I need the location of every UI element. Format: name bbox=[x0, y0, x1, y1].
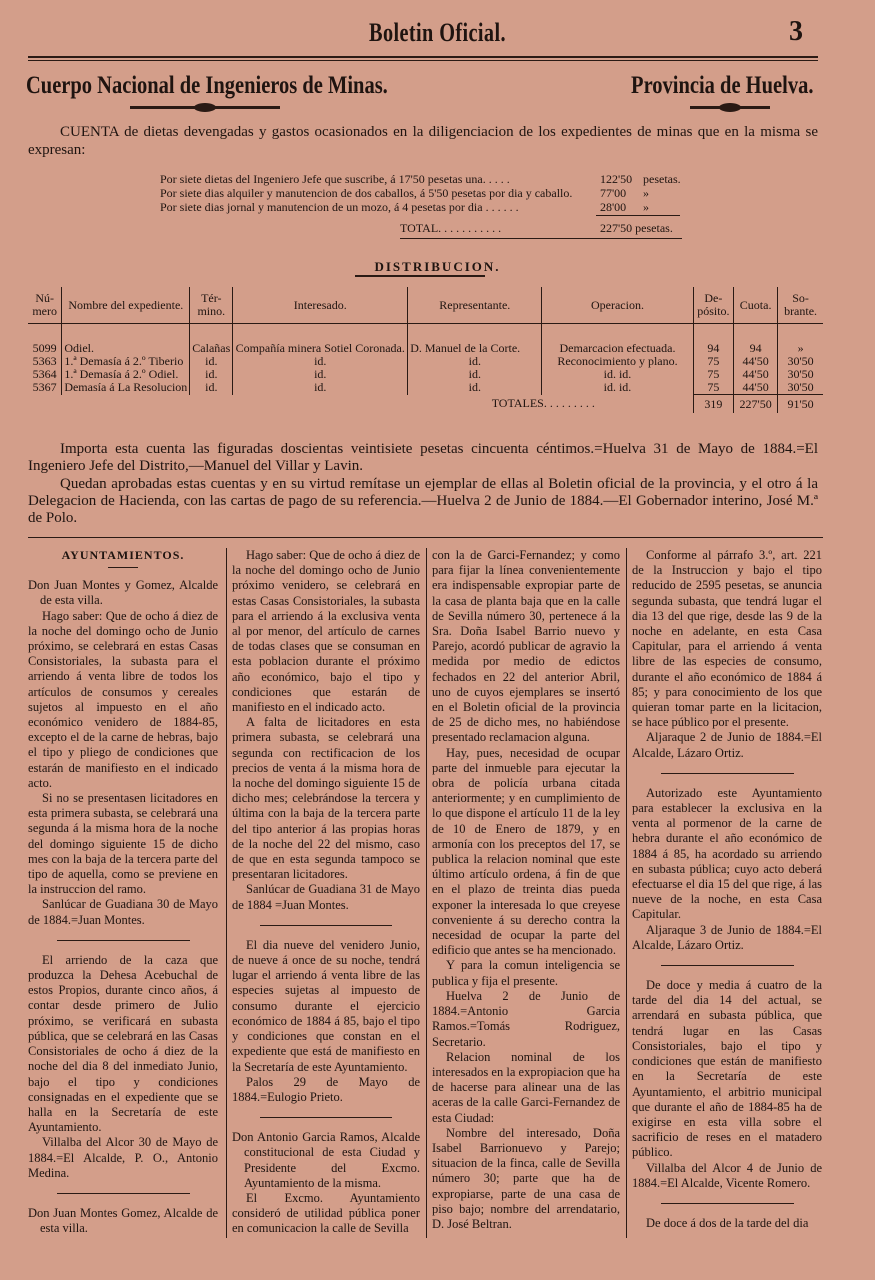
cell-interested: id. bbox=[233, 381, 408, 395]
col-header-operation: Operacion. bbox=[542, 287, 693, 324]
totals-row bbox=[28, 395, 823, 414]
cell-deposit: 75 bbox=[693, 355, 734, 368]
column-divider bbox=[626, 548, 627, 1238]
expense-line bbox=[160, 186, 690, 201]
notice-signature: Huelva 2 de Junio de 1884.=Antonio Garcia Ramos.=Tomás Rodriguez, Secretario. bbox=[432, 988, 620, 1049]
col-header-deposit: De-pósito. bbox=[693, 287, 734, 324]
page-number: 3 bbox=[789, 16, 803, 47]
cell-term: id. bbox=[190, 368, 233, 381]
total-rule bbox=[596, 215, 680, 216]
cell-representative: id. bbox=[408, 381, 542, 395]
notice-body: Conforme al párrafo 3.º, art. 221 de la Instruccion y bajo el tipo reducido de 2595 pesetas, se anuncia segunda subasta, que tendrá lugar el dia 13 del que rige, desde las 9 de la noche en adelante, en esta Casa Capitular, para el arriendo á venta libre de las especies de consumo, durante el año económico de 1884 á 85; y para conocimiento de los que quieran tomar parte en la licitacion, se hace público por el presente. bbox=[632, 548, 822, 730]
notice-body: Hay, pues, necesidad de ocupar parte del inmueble para ejecutar la obra de policía urbana citada anteriormente; y en cumplimiento de lo que dispone el artículo 11 de la ley de 10 de Enero de 1879, y en armonía con los preceptos del 17, se publica la relacion nominal que este último artículo ordena, á fin de que en el plazo de treinta dias pueda exponer la interesada lo que creyese conveniente á su derecho contra la necesidad de ocupar la parte del edificio que antes se ha mencionado. bbox=[432, 745, 620, 958]
notice-body: De doce y media á cuatro de la tarde del dia 14 del actual, se arrendará en subasta pública, que tendrá lugar en las Casas Consistoriales, bajo el tipo y condiciones que están de manifiesto en la Secretaría de este Ayuntamiento, el arbitrio municipal que durante el año de 1884-85 ha de exigirse en esta villa sobre el sacrificio de reses en el matadero público. bbox=[632, 978, 822, 1160]
separator bbox=[57, 940, 190, 941]
cell-number: 5363 bbox=[32, 354, 57, 368]
notice-body: De doce á dos de la tarde del dia bbox=[646, 1215, 809, 1230]
cell-deposit: 94 bbox=[693, 342, 734, 355]
cell-term: id. bbox=[190, 355, 233, 368]
expense-line bbox=[160, 172, 690, 187]
notice-signature: Villalba del Alcor 4 de Junio de 1884.=El Alcalde, Vicente Romero. bbox=[632, 1160, 822, 1190]
cell-number: 5364 bbox=[32, 367, 57, 381]
notice-signature: Sanlúcar de Guadiana 31 de Mayo de 1884 =Juan Montes. bbox=[232, 882, 420, 912]
col-header-number: Nú-mero bbox=[28, 287, 62, 324]
expense-unit: » bbox=[643, 200, 649, 214]
expense-amount: 28'00 bbox=[600, 200, 627, 214]
col-header-representative: Representante. bbox=[408, 287, 542, 324]
section-title-right: Provincia de Huelva. bbox=[630, 72, 813, 99]
notice-heading: Don Antonio Garcia Ramos, Alcalde constitucional de esta Ciudad y Presidente del Excmo. Ayuntamiento de la misma. bbox=[232, 1130, 420, 1190]
notice-body: El Excmo. Ayuntamiento consideró de utilidad pública poner en comunicacion la calle de Sevilla bbox=[232, 1190, 420, 1236]
column-4 bbox=[632, 548, 822, 1231]
cell-file-name: 1.ª Demasía á 2.º Odiel. bbox=[62, 368, 190, 381]
total-deposit: 319 bbox=[693, 395, 734, 414]
col-header-interested: Interesado. bbox=[233, 287, 408, 324]
column-divider bbox=[426, 548, 427, 1238]
separator bbox=[260, 1117, 392, 1118]
notice-body: Si no se presentasen licitadores en esta primera subasta, se celebrará una segunda á la misma hora de la noche del domingo siguiente 15 de dicho mes con la baja de la tercera parte del tipo de aquella, como se previene en la instruccion del ramo. bbox=[28, 791, 218, 897]
section-heading: AYUNTAMIENTOS. bbox=[61, 548, 185, 562]
notice-body: El arriendo de la caza que produzca la Dehesa Acebuchal de estos Propios, durante cinco años, á contar desde primero de Julio próximo, se verificará en subasta pública, que se celebrará en las Casas Consistoriales de ocho á diez de la noche del dia 8 del inmediato Junio, bajo el tipo y condiciones consignadas en el expediente que se halla en la Secretaría de este Ayuntamiento. bbox=[28, 952, 218, 1135]
expense-unit: » bbox=[643, 186, 649, 200]
notice-body: Hago saber: Que de ocho á diez de la noche del domingo ocho de Junio próximo, se celebrará en estas Casas Consistoriales, la subasta para el arriendo á venta libre de todos los artículos de consumos y cereales sujetos al impuesto en el año económico venidero de 1884-85, excepto el de la carne de hebras, bajo el tipo y pliego de condiciones que estarán de manifiesto en el indicado acto. bbox=[28, 608, 218, 790]
cell-operation: id. id. bbox=[542, 368, 693, 381]
cell-file-name: Demasía á La Resolucion bbox=[62, 381, 190, 395]
expense-concept: Por siete dietas del Ingeniero Jefe que suscribe, á 17'50 pesetas una. . . . . bbox=[160, 172, 510, 186]
cell-deposit: 75 bbox=[693, 381, 734, 395]
cell-quota: 44'50 bbox=[734, 381, 778, 395]
separator bbox=[661, 773, 794, 774]
cell-interested: id. bbox=[233, 355, 408, 368]
cell-quota: 44'50 bbox=[734, 355, 778, 368]
section-title-left: Cuerpo Nacional de Ingenieros de Minas. bbox=[26, 72, 388, 99]
distribution-title-rule bbox=[355, 275, 485, 277]
page-header-title: Boletin Oficial. bbox=[369, 18, 506, 47]
header-rule-thin bbox=[28, 60, 818, 61]
cell-number: 5367 bbox=[32, 380, 57, 395]
ornament-rule-right bbox=[690, 106, 770, 109]
column-1 bbox=[28, 548, 218, 1236]
cell-quota: 44'50 bbox=[734, 368, 778, 381]
cell-representative: D. Manuel de la Corte. bbox=[408, 342, 542, 355]
total-label: TOTAL. . . . . . . . . . . bbox=[400, 221, 502, 235]
expense-total bbox=[400, 221, 690, 236]
cell-representative: id. bbox=[408, 368, 542, 381]
account-intro: CUENTA de dietas devengadas y gastos ocasionados en la diligenciacion de los expedientes de minas que en la misma se expresan: bbox=[28, 124, 818, 158]
cell-file-name: Odiel. bbox=[62, 342, 190, 355]
separator bbox=[57, 1193, 190, 1194]
cell-operation: Reconocimiento y plano. bbox=[542, 355, 693, 368]
table-row bbox=[28, 381, 823, 395]
notice-body: con la de Garci-Fernandez; y como para fijar la línea convenientemente era indispensable expropiar parte de la casa de planta baja que en la calle de Sevilla número 30, pertenece á la Sra. Doña Isabel Barrio nuevo y Parejo, acordó publicar de agravio la medida por medio de edictos fechados en 22 del anterior Abril, uno de cuyos ejemplares se insertó en el Boletin oficial de la provincia de 25 de dicho mes, no habiéndose presentado reclamacion alguna. bbox=[432, 548, 620, 745]
total-amount: 227'50 pesetas. bbox=[600, 221, 673, 235]
notice-body: Relacion nominal de los interesados en la expropiacion que ha de hacerse para alinear una de las aceras de la calle Garci-Fernandez de esta Ciudad: bbox=[432, 1049, 620, 1125]
notice-body: El dia nueve del venidero Junio, de nueve á once de su noche, tendrá lugar el arriendo á venta libre de las especies sujetas al impuesto de consumo durante el ejercicio económico de 1884 á 85, bajo el tipo y condiciones que constan en el expediente que está de manifiesto en la Secretaría de este Ayuntamiento. bbox=[232, 937, 420, 1074]
column-3 bbox=[432, 548, 620, 1232]
notice-body: A falta de licitadores en esta primera subasta, se celebrará una segunda con rectificacion de los precios de venta á la misma hora de la noche del domingo siguiente 15 de dicho mes; celebrándose la tercera y última con la baja de la tercera parte del tipo anterior á las propias horas de la noche del 22 del mismo, caso de que en esta segunda tampoco se presentaran licitadores. bbox=[232, 715, 420, 882]
cell-operation: Demarcacion efectuada. bbox=[542, 342, 693, 355]
notice-body: Nombre del interesado, Doña Isabel Barrionuevo y Parejo; situacion de la finca, calle de Sevilla número 30; parte que ha de expropiarse, parte de una casa de piso bajo; nombre del arrendatario, D. José Beltran. bbox=[432, 1125, 620, 1231]
separator bbox=[260, 925, 392, 926]
distribution-table bbox=[28, 287, 823, 413]
col-header-surplus: So-brante. bbox=[778, 287, 823, 324]
expense-amount: 122'50 bbox=[600, 172, 633, 186]
cell-term: id. bbox=[190, 381, 233, 395]
total-quota: 227'50 bbox=[734, 395, 778, 414]
total-underline bbox=[400, 238, 682, 239]
total-surplus: 91'50 bbox=[778, 395, 823, 414]
notice-heading: Don Juan Montes y Gomez, Alcalde de esta villa. bbox=[28, 578, 218, 608]
notice-body: Y para la comun inteligencia se publica y fija el presente. bbox=[432, 958, 620, 988]
cell-interested: id. bbox=[233, 368, 408, 381]
notice-signature: Sanlúcar de Guadiana 30 de Mayo de 1884.=Juan Montes. bbox=[28, 897, 218, 927]
cell-operation: id. id. bbox=[542, 381, 693, 395]
separator bbox=[661, 1203, 794, 1204]
cell-number: 5099 bbox=[32, 341, 57, 355]
cell-representative: id. bbox=[408, 355, 542, 368]
notice-signature: Palos 29 de Mayo de 1884.=Eulogio Prieto. bbox=[232, 1074, 420, 1104]
notice-signature: Aljaraque 2 de Junio de 1884.=El Alcalde, Lázaro Ortiz. bbox=[632, 730, 822, 760]
totals-label: TOTALES. . . . . . . . . bbox=[491, 396, 595, 411]
col-header-file-name: Nombre del expediente. bbox=[62, 287, 190, 324]
closing-paragraph: Importa esta cuenta las figuradas doscientas veintisiete pesetas cincuenta céntimos.=Huelva 31 de Mayo de 1884.=El Ingeniero Jefe del Distrito,—Manuel del Villar y Lavin. bbox=[28, 441, 818, 474]
cell-term: Calañas bbox=[190, 342, 233, 355]
cell-deposit: 75 bbox=[693, 368, 734, 381]
distribution-title: DISTRIBUCION. bbox=[374, 259, 501, 274]
closing-paragraph: Quedan aprobadas estas cuentas y en su virtud remítase un ejemplar de ellas al Boletin oficial de la provincia, y el otro á la Delegacion de Hacienda, con las cartas de pago de su referencia.—Huelva 2 de Junio de 1884.—El Gobernador interino, José M.ª de Polo. bbox=[28, 476, 818, 526]
cell-surplus: 30'50 bbox=[778, 355, 823, 368]
notice-signature: Aljaraque 3 de Junio de 1884.=El Alcalde, Lázaro Ortiz. bbox=[632, 922, 822, 952]
header-rule bbox=[28, 56, 818, 58]
separator bbox=[108, 567, 138, 568]
notice-body: Autorizado este Ayuntamiento para establecer la exclusiva en la venta al pormenor de la carne de hebra durante el año económico de 1884 á 85, ha acordado su arriendo en subasta pública; cuyo acto deberá efectuarse el dia 15 del que rige, á las nueve de la noche, en esta Casa Capitular. bbox=[632, 785, 822, 922]
column-2 bbox=[232, 548, 420, 1237]
cell-file-name: 1.ª Demasía á 2.º Tiberio bbox=[62, 355, 190, 368]
cell-surplus: » bbox=[778, 342, 823, 355]
columns-top-rule bbox=[28, 537, 823, 538]
cell-quota: 94 bbox=[734, 342, 778, 355]
expense-unit: pesetas. bbox=[643, 172, 681, 186]
expense-line bbox=[160, 200, 690, 215]
expense-concept: Por siete dias jornal y manutencion de un mozo, á 4 pesetas por dia . . . . . . bbox=[160, 200, 519, 214]
column-divider bbox=[226, 548, 227, 1238]
notice-body: Hago saber: Que de ocho á diez de la noche del domingo ocho de Junio próximo venidero, se celebrará en estas Casas Consistoriales, la subasta para el arriendo á la exclusiva venta al por menor, del artículo de carnes de todas clases que se consuman en esta poblacion durante el próximo año económico, bajo el tipo y condiciones que estarán de manifiesto en el indicado acto. bbox=[232, 548, 420, 715]
expense-amount: 77'00 bbox=[600, 186, 627, 200]
table-row bbox=[28, 368, 823, 381]
ornament-rule-left bbox=[130, 106, 280, 109]
expense-concept: Por siete dias alquiler y manutencion de dos caballos, á 5'50 pesetas por dia y caballo. bbox=[160, 186, 573, 200]
separator bbox=[661, 965, 794, 966]
cell-surplus: 30'50 bbox=[778, 368, 823, 381]
cell-surplus: 30'50 bbox=[778, 381, 823, 395]
notice-signature: Villalba del Alcor 30 de Mayo de 1884.=El Alcalde, P. O., Antonio Medina. bbox=[28, 1135, 218, 1180]
cell-interested: Compañía minera Sotiel Coronada. bbox=[233, 342, 408, 355]
col-header-quota: Cuota. bbox=[734, 287, 778, 324]
col-header-term: Tér-mino. bbox=[190, 287, 233, 324]
notice-heading: Don Juan Montes Gomez, Alcalde de esta villa. bbox=[28, 1205, 218, 1236]
